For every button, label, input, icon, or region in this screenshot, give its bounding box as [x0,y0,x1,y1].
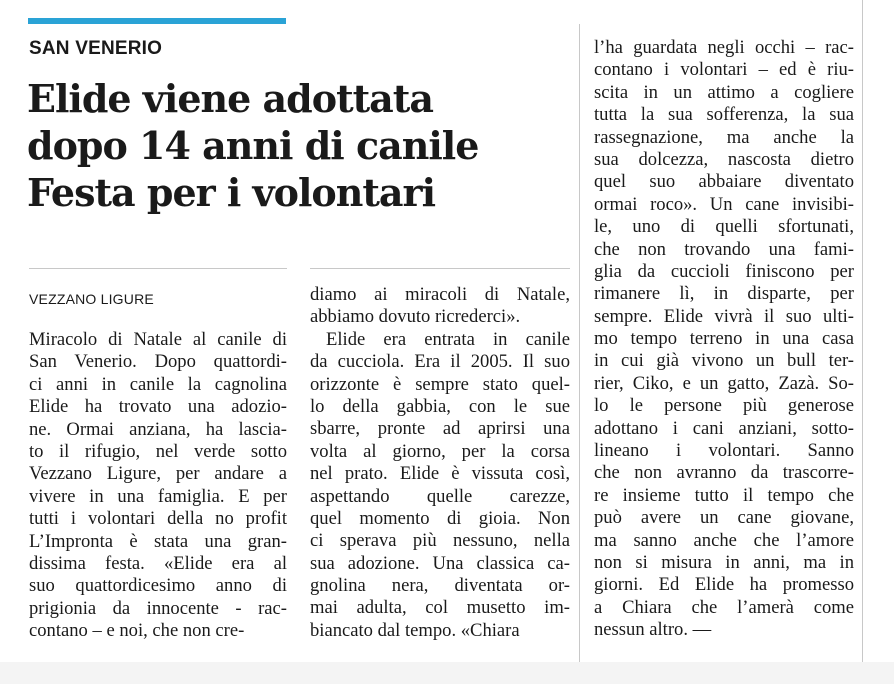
text-line: nessun altro. — [594,619,712,641]
text-line: aspettando quelle carezze, [310,485,570,507]
text-line: sua adozione. Una classica ca- [310,552,570,574]
page-bottom-strip [0,662,894,684]
text-line: dissima festa. «Elide era al [29,552,287,574]
headline [27,75,567,216]
text-line: mai adulta, col musetto im- [310,597,570,619]
text-line: abbiamo dovuto ricrederci». [310,306,521,328]
text-line: lineano i volontari. Sanno [594,440,854,462]
text-line: che non avranno da trascorre- [594,462,854,484]
text-line: l’ha guardata negli occhi – rac- [594,37,854,58]
text-line: glia da cuccioli finiscono per [594,260,854,282]
column-divider [579,24,580,664]
text-line: può avere un cane giovane, [594,507,854,529]
text-line: sbarre, pronte ad aprirsi una [310,418,570,440]
accent-bar [28,18,286,24]
text-line: Elide era entrata in canile [326,328,570,350]
text-line: scita in un attimo a cogliere [594,81,854,103]
text-line: a Chiara che l’amerà come [594,596,854,618]
text-line: diamo ai miracoli di Natale, [310,284,570,305]
text-line: L’Impronta è stata una gran- [29,530,287,552]
dateline: VEZZANO LIGURE [29,291,154,307]
article-column-2 [310,284,570,642]
text-line: le, uno di quelli sfortunati, [594,216,854,238]
headline-line: Elide viene adottata [27,76,433,121]
text-line: rier, Ciko, e un gatto, Zazà. So- [594,372,854,394]
text-line: quel suo abbaiare diventato [594,171,854,193]
text-line: re insieme tutto il tempo che [594,484,854,506]
text-line: quel momento di gioia. Non [310,507,570,529]
text-line: San Venerio. Dopo quattordi- [29,351,287,373]
text-line: vivere in una famiglia. E per [29,485,287,507]
text-line: ci sperava più nessuno, nella [310,530,570,552]
text-line: to il rifugio, nel verde sotto [29,440,287,462]
text-line: suo quattordicesimo anno di [29,575,287,597]
text-line: Miracolo di Natale al canile di [29,329,287,350]
text-line: volta al giorno, per la corsa [310,440,570,462]
text-line: tutti i volontari della no profit [29,508,287,530]
section-rule [29,268,287,269]
text-line: sempre. Elide vivrà il suo ulti- [594,305,854,327]
text-line: lo le persone più generose [594,395,854,417]
text-line: sua dolcezza, nascosta dietro [594,148,854,170]
text-line: rimanere lì, in disparte, per [594,283,854,305]
text-line: giorni. Ed Elide ha promesso [594,574,854,596]
text-line: mo tempo terreno in una casa [594,328,854,350]
column-divider [862,0,863,664]
section-rule [310,268,570,269]
headline-line: dopo 14 anni di canile [27,123,479,168]
text-line: da cucciola. Era il 2005. Il suo [310,351,570,373]
text-line: non si misura in anni, ma in [594,551,854,573]
text-line: Vezzano Ligure, per andare a [29,463,287,485]
text-line: che non trovando una fami- [594,238,854,260]
text-line: lo della gabbia, con le sue [310,395,570,417]
text-line: Elide ha trovato una adozio- [29,396,287,418]
article-column-1 [29,329,287,642]
text-line: ma sanno anche che l’amore [594,529,854,551]
text-line: in cui già vivono un bull ter- [594,350,854,372]
text-line: tutta la sua sofferenza, la sua [594,104,854,126]
text-line: biancato dal tempo. «Chiara [310,619,520,641]
text-line: adottano i cani anziani, sotto- [594,417,854,439]
text-line: contano – e noi, che non cre- [29,620,245,642]
text-line: gnolina nera, diventata or- [310,575,570,597]
text-line: ne. Ormai anziana, ha lascia- [29,418,287,440]
text-line: rassegnazione, ma anche la [594,126,854,148]
text-line: ci anni in canile la cagnolina [29,373,287,395]
text-line: prigionia da innocente - rac- [29,597,287,619]
kicker-location: SAN VENERIO [29,38,163,59]
text-line: nel prato. Elide è vissuta così, [310,463,570,485]
headline-line: Festa per i volontari [27,170,436,215]
text-line: contano i volontari – ed è riu- [594,59,854,81]
article-column-3 [594,37,854,642]
text-line: ormai roco». Un cane invisibi- [594,193,854,215]
text-line: orizzonte è sempre stato quel- [310,373,570,395]
